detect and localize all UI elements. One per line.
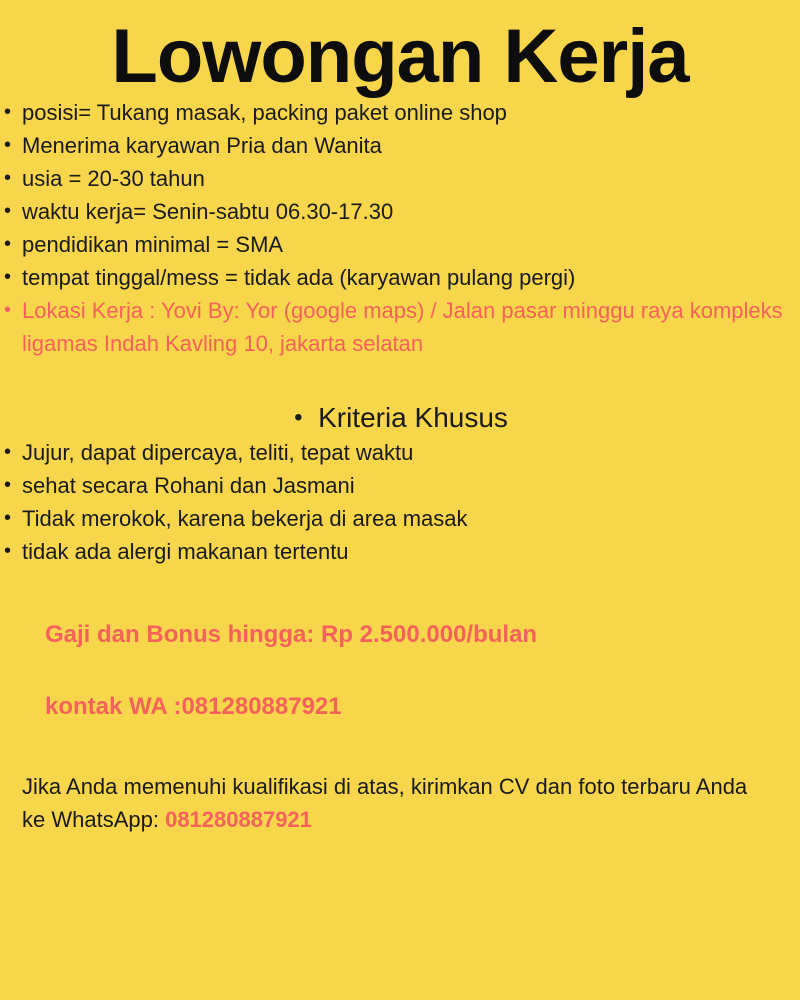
list-item: • tidak ada alergi makanan tertentu — [0, 535, 800, 568]
list-item: • pendidikan minimal = SMA — [0, 228, 800, 261]
list-item: • sehat secara Rohani dan Jasmani — [0, 469, 800, 502]
work-location-item: • Lokasi Kerja : Yovi By: Yor (google maps) / Jalan pasar minggu raya kompleks ligamas Indah Kavling 10, jakarta selatan — [0, 294, 800, 360]
page-title: Lowongan Kerja — [111, 14, 689, 99]
closing-text: Jika Anda memenuhi kualifikasi di atas, kirimkan CV dan foto terbaru Anda ke WhatsApp: — [22, 773, 748, 832]
requirements-list — [0, 96, 800, 360]
list-item: • Jujur, dapat dipercaya, teliti, tepat waktu — [0, 436, 800, 469]
list-item: • usia = 20-30 tahun — [0, 162, 800, 195]
list-item: • waktu kerja= Senin-sabtu 06.30-17.30 — [0, 195, 800, 228]
list-item: • Menerima karyawan Pria dan Wanita — [0, 129, 800, 162]
whatsapp-contact-line: kontak WA :081280887921 — [45, 692, 342, 720]
list-item: • posisi= Tukang masak, packing paket online shop — [0, 96, 800, 129]
special-criteria-heading-wrap — [0, 400, 800, 436]
criteria-list — [0, 436, 800, 568]
closing-paragraph — [22, 770, 752, 836]
list-item: • tempat tinggal/mess = tidak ada (karyawan pulang pergi) — [0, 261, 800, 294]
list-item: • Tidak merokok, karena bekerja di area masak — [0, 502, 800, 535]
closing-phone-number: 081280887921 — [165, 806, 312, 832]
salary-line: Gaji dan Bonus hingga: Rp 2.500.000/bulan — [45, 620, 538, 648]
special-criteria-heading: • Kriteria Khusus — [292, 400, 508, 436]
